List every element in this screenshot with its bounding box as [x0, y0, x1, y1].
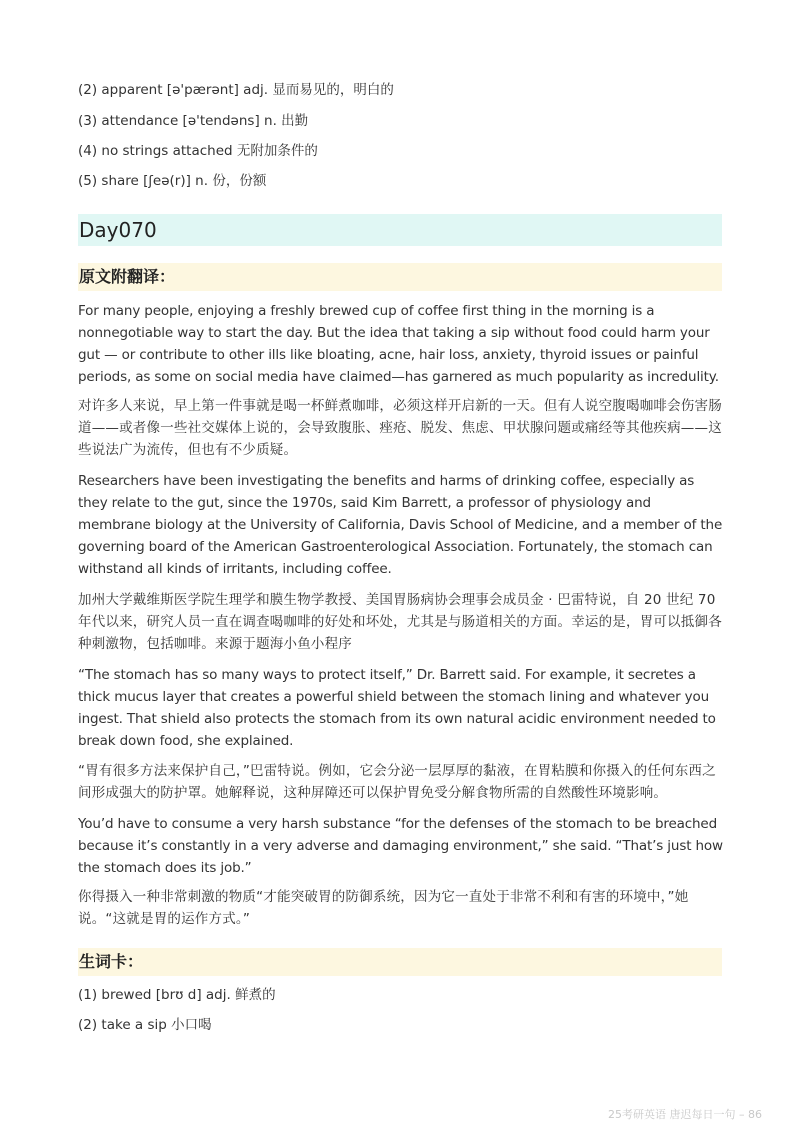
paragraph-en-4: You’d have to consume a very harsh substance “for the defenses of the stomach to be breached because it’s constantly in a very adverse and damaging environment,” she said. “That’s just how the stomach does its job.” [78, 816, 723, 876]
paragraph-en-2: Researchers have been investigating the benefits and harms of drinking coffee, especially as they relate to the gut, since the 1970s, said Kim Barrett, a professor of physiology and membrane biology at the University of California, Davis School of Medicine, and a member of the governing board of the American Gastroenterological Association. Fortunately, the stomach can withstand all kinds of irritants, including coffee. [78, 473, 723, 577]
vocab-item-share: (5) share [ʃeə(r)] n. 份，份额 [78, 173, 267, 189]
paragraph-zh-4: 你得摄入一种非常刺激的物质“才能突破胃的防御系统，因为它一直处于非常不利和有害的环境中，”她说。“这就是胃的运作方式。” [78, 889, 689, 927]
section-header-original-with-translation: 原文附翻译： [78, 263, 722, 291]
vocab-item-no-strings-attached: (4) no strings attached 无附加条件的 [78, 143, 318, 159]
vocab-item-apparent: (2) apparent [ə'pærənt] adj. 显而易见的，明白的 [78, 82, 394, 98]
paragraph-zh-2: 加州大学戴维斯医学院生理学和膜生物学教授、美国胃肠病协会理事会成员金 · 巴雷特说，自 20 世纪 70 年代以来，研究人员一直在调查喝咖啡的好处和坏处，尤其是与肠道相关的方面。幸运的是，胃可以抵御各种刺激物，包括咖啡。来源于题海小鱼小程序 [78, 592, 722, 652]
paragraph-en-1: For many people, enjoying a freshly brewed cup of coffee first thing in the morning is a nonnegotiable way to start the day. But the idea that taking a sip without food could harm your gut — or contribute to other ills like bloating, acne, hair loss, anxiety, thyroid issues or painful periods, as some on social media have claimed—has garnered as much popularity as incredulity. [78, 303, 719, 385]
paragraph-zh-1: 对许多人来说，早上第一件事就是喝一杯鲜煮咖啡，必须这样开启新的一天。但有人说空腹喝咖啡会伤害肠道——或者像一些社交媒体上说的，会导致腹胀、痤疮、脱发、焦虑、甲状腺问题或痛经等其他疾病——这些说法广为流传，但也有不少质疑。 [78, 398, 722, 458]
section-header-vocab-card: 生词卡： [78, 948, 722, 976]
vocab-item-take-a-sip: (2) take a sip 小口喝 [78, 1017, 212, 1033]
paragraph-en-3: “The stomach has so many ways to protect itself,” Dr. Barrett said. For example, it secretes a thick mucus layer that creates a powerful shield between the stomach lining and whatever you ingest. That shield also protects the stomach from its own natural acidic environment needed to break down food, she explained. [78, 667, 716, 749]
page-footer: 25考研英语 唐迟每日一句 – 86 [608, 1108, 762, 1121]
vocab-item-brewed: (1) brewed [brʊ d] adj. 鲜煮的 [78, 987, 276, 1003]
vocab-item-attendance: (3) attendance [ə'tendəns] n. 出勤 [78, 113, 309, 129]
paragraph-zh-3: “胃有很多方法来保护自己，”巴雷特说。例如，它会分泌一层厚厚的黏液，在胃粘膜和你摄入的任何东西之间形成强大的防护罩。她解释说，这种屏障还可以保护胃免受分解食物所需的自然酸性环境影响。 [78, 763, 716, 801]
day-title: Day070 [78, 214, 722, 246]
